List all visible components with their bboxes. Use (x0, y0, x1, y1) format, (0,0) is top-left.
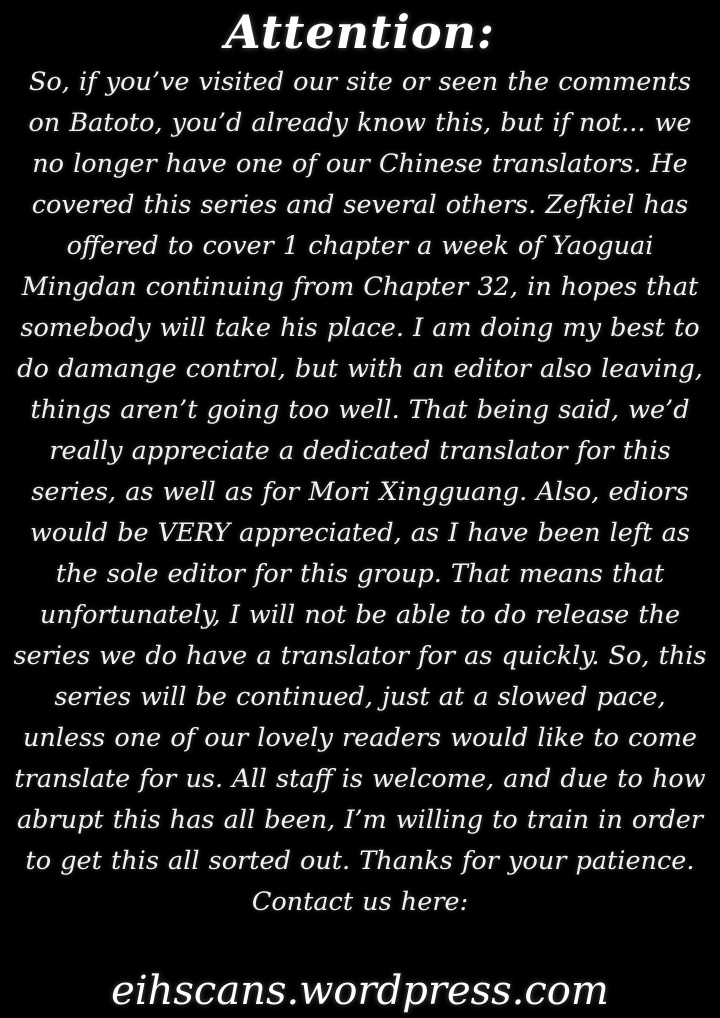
contact-link[interactable]: eihscans.wordpress.com (111, 968, 609, 1014)
announcement-body: So, if you’ve visited our site or seen the comments on Batoto, you’d already know this, but if not... we no longer have one of our Chinese translators. He covered this series and several others. Zefkiel has offered to cover 1 chapter a week of Yaoguai Mingdan continuing from Chapter 32, in hopes that somebody will take his place. I am doing my best to do damange control, but with an editor also leaving, things aren’t going too well. That being said, we’d really appreciate a dedicated translator for this series, as well as for Mori Xingguang. Also, ediors would be VERY appreciated, as I have been left as the sole editor for this group. That means that unfortunately, I will not be able to do release the series we do have a translator for as quickly. So, this series will be continued, just at a slowed pace, unless one of our lovely readers would like to come translate for us. All staff is welcome, and due to how abrupt this has all been, I’m willing to train in order to get this all sorted out. Thanks for your patience. Contact us here: (13, 67, 707, 917)
page-title: Attention: (225, 5, 495, 59)
